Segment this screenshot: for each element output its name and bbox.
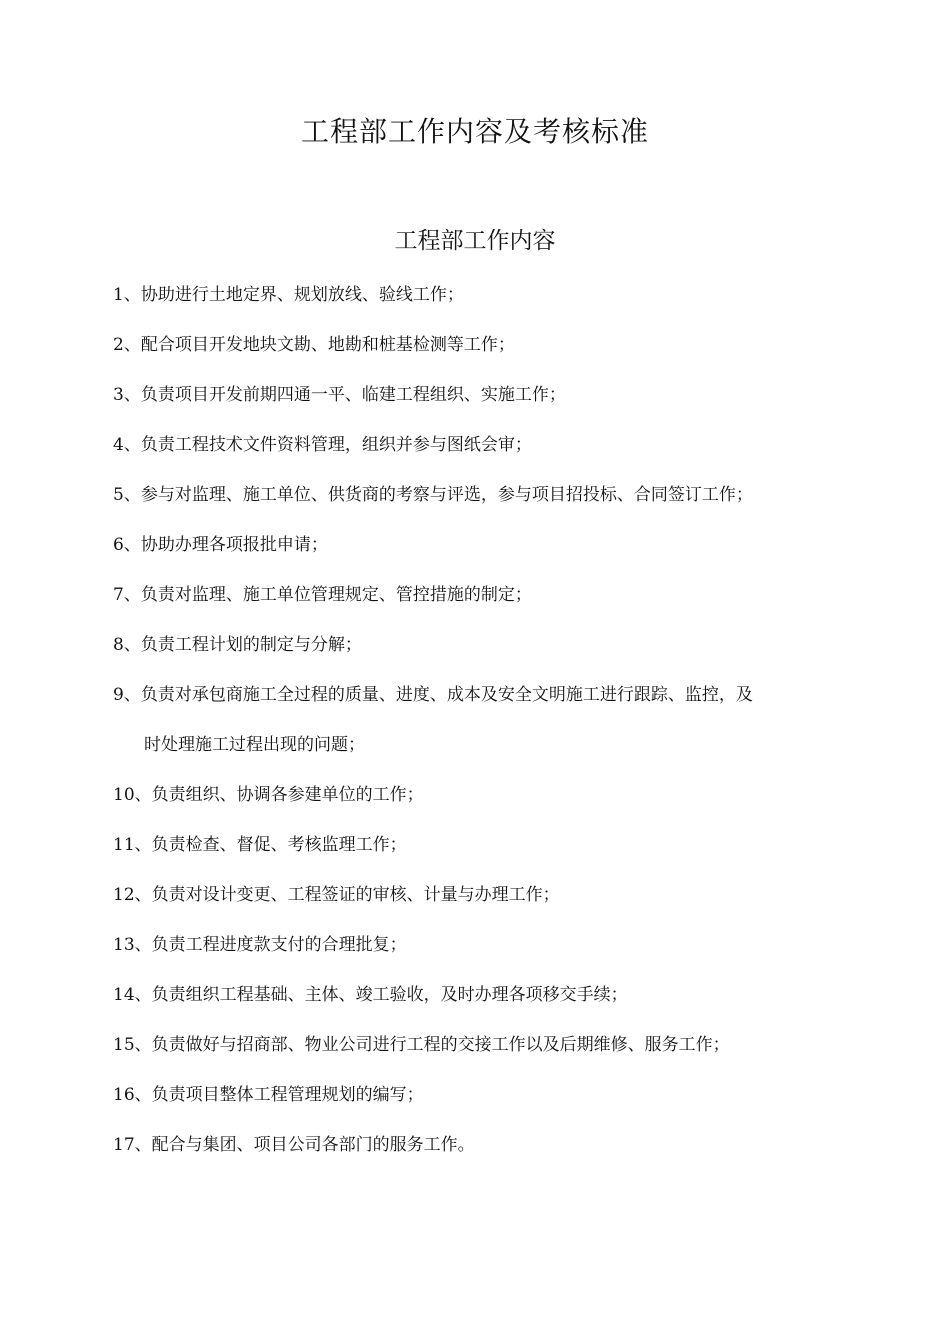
list-item: [113, 670, 853, 770]
list-item: 3、负责项目开发前期四通一平、临建工程组织、实施工作；: [113, 385, 566, 405]
work-content-list: [113, 270, 853, 1170]
list-item: 8、负责工程计划的制定与分解；: [113, 635, 362, 655]
list-item: 11、负责检查、督促、考核监理工作；: [113, 835, 407, 855]
document-title: 工程部工作内容及考核标准: [300, 115, 649, 148]
list-item: 16、负责项目整体工程管理规划的编写；: [113, 1085, 424, 1105]
list-item: 15、负责做好与招商部、物业公司进行工程的交接工作以及后期维修、服务工作；: [113, 1035, 730, 1055]
list-item-line: 9、负责对承包商施工全过程的质量、进度、成本及安全文明施工进行跟踪、监控，及: [113, 685, 753, 705]
list-item: 4、负责工程技术文件资料管理，组织并参与图纸会审；: [113, 435, 532, 455]
list-item: 5、参与对监理、施工单位、供货商的考察与评选，参与项目招投标、合同签订工作；: [113, 485, 753, 505]
list-item: 6、协助办理各项报批申请；: [113, 535, 328, 555]
list-item: 12、负责对设计变更、工程签证的审核、计量与办理工作；: [113, 885, 560, 905]
list-item: 2、配合项目开发地块文勘、地勘和桩基检测等工作；: [113, 335, 515, 355]
list-item: 17、配合与集团、项目公司各部门的服务工作。: [113, 1135, 475, 1155]
list-item: 1、协助进行土地定界、规划放线、验线工作；: [113, 285, 464, 305]
list-item: 10、负责组织、协调各参建单位的工作；: [113, 785, 424, 805]
list-item: 7、负责对监理、施工单位管理规定、管控措施的制定；: [113, 585, 532, 605]
list-item: 14、负责组织工程基础、主体、竣工验收，及时办理各项移交手续；: [113, 985, 628, 1005]
list-item-continuation: 时处理施工过程出现的问题；: [144, 735, 365, 755]
list-item: 13、负责工程进度款支付的合理批复；: [113, 935, 407, 955]
section-title: 工程部工作内容: [394, 228, 556, 254]
